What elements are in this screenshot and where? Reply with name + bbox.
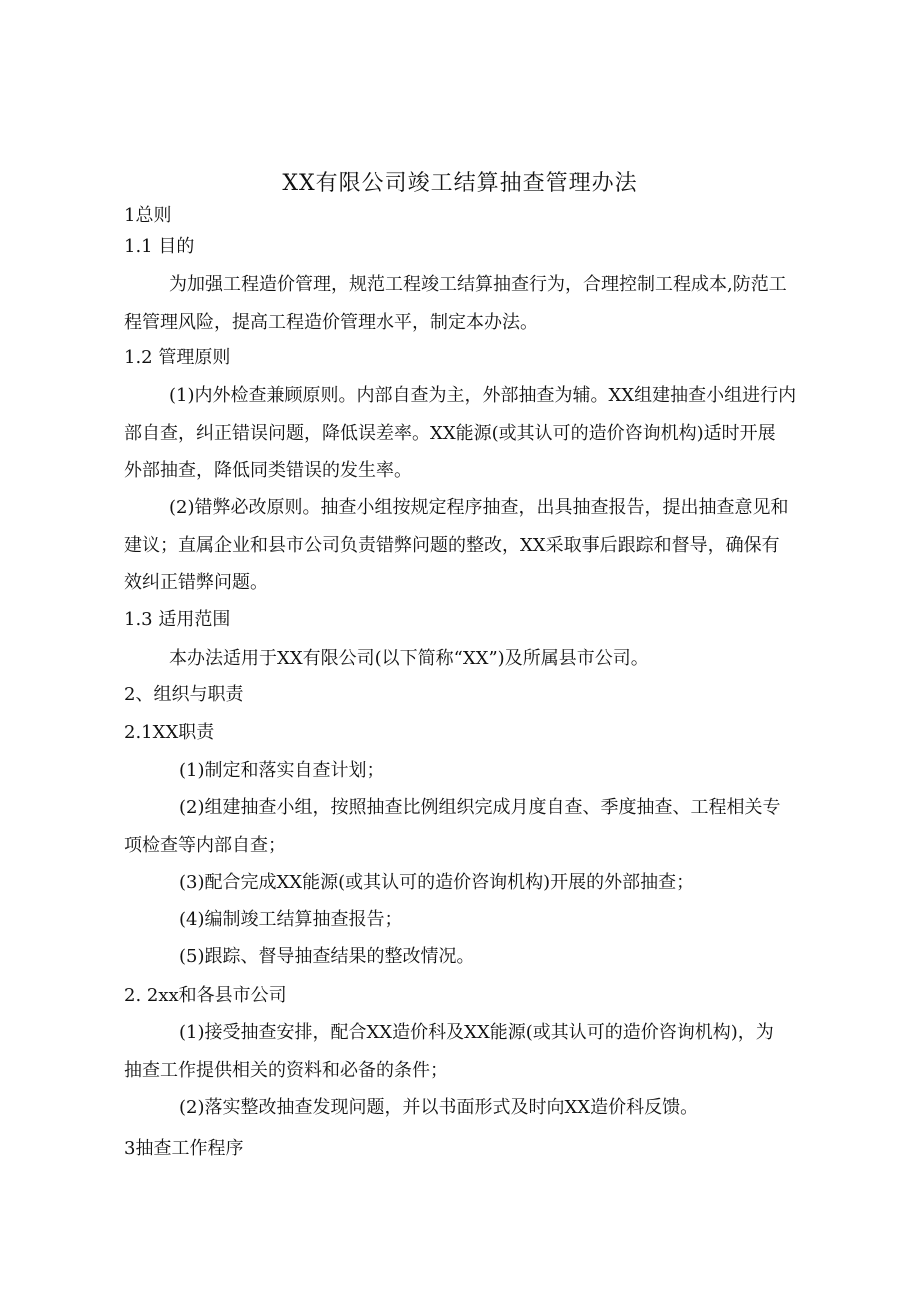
principle-2-line-1: (2)错弊必改原则。抽查小组按规定程序抽查，出具抽查报告，提出抽查意见和: [169, 497, 789, 518]
section-1-1-paragraph-line-1: 为加强工程造价管理，规范工程竣工结算抽查行为，合理控制工程成本,防范工: [169, 274, 787, 295]
scope-paragraph: 本办法适用于XX有限公司(以下简称“XX”)及所属县市公司。: [169, 648, 649, 669]
principle-1-line-1: (1)内外检查兼顾原则。内部自查为主，外部抽查为辅。XX组建抽查小组进行内: [169, 385, 797, 406]
duty-item-5: (5)跟踪、督导抽查结果的整改情况。: [179, 946, 475, 967]
section-1-heading: 1总则: [124, 205, 172, 226]
section-1-1-heading: 1.1 目的: [124, 236, 195, 257]
section-2-2-heading: 2. 2xx和各县市公司: [124, 985, 287, 1006]
county-item-1-line-2: 抽查工作提供相关的资料和必备的条件；: [124, 1060, 448, 1081]
section-1-3-heading: 1.3 适用范围: [124, 609, 231, 630]
principle-1-line-2: 部自查，纠正错误问题，降低误差率。XX能源(或其认可的造价咨询机构)适时开展: [124, 423, 776, 444]
section-2-heading: 2、组织与职责: [124, 684, 244, 705]
principle-2-line-3: 效纠正错弊问题。: [124, 572, 268, 593]
duty-item-3: (3)配合完成XX能源(或其认可的造价咨询机构)开展的外部抽查；: [179, 872, 695, 893]
duty-item-2-line-2: 项检查等内部自查；: [124, 835, 286, 856]
county-item-1-line-1: (1)接受抽查安排，配合XX造价科及XX能源(或其认可的造价咨询机构)，为: [179, 1022, 774, 1043]
principle-2-line-2: 建议；直属企业和县市公司负责错弊问题的整改，XX采取事后跟踪和督导，确保有: [124, 535, 780, 556]
duty-item-2-line-1: (2)组建抽查小组，按照抽查比例组织完成月度自查、季度抽查、工程相关专: [179, 797, 781, 818]
duty-item-1: (1)制定和落实自查计划；: [179, 760, 385, 781]
county-item-2: (2)落实整改抽查发现问题，并以书面形式及时向XX造价科反馈。: [179, 1097, 699, 1118]
section-1-1-paragraph-line-2: 程管理风险，提高工程造价管理水平，制定本办法。: [124, 312, 538, 333]
duty-item-4: (4)编制竣工结算抽查报告；: [179, 909, 403, 930]
section-2-1-heading: 2.1XX职责: [124, 722, 215, 743]
section-3-heading: 3抽查工作程序: [124, 1138, 244, 1159]
section-1-2-heading: 1.2 管理原则: [124, 347, 231, 368]
principle-1-line-3: 外部抽查，降低同类错误的发生率。: [124, 460, 412, 481]
document-title: XX有限公司竣工结算抽查管理办法: [282, 171, 638, 196]
